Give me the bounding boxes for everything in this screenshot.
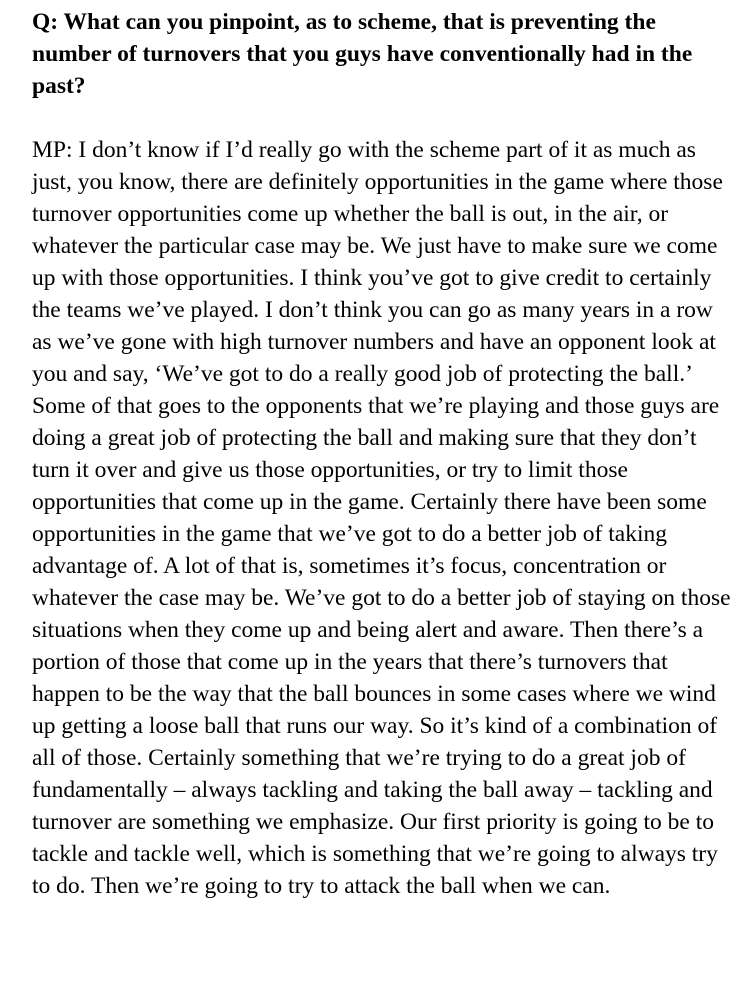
transcript-document (32, 6, 732, 902)
answer-text: MP: I don’t know if I’d really go with the scheme part of it as much as just, you know, there are definitely opportunities in the game where those turnover opportunities come up whether the ball is out, in the air, or whatever the particular case may be. We just have to make sure we come up with those opportunities. I think you’ve got to give credit to certainly the teams we’ve played. I don’t think you can go as many years in a row as we’ve gone with high turnover numbers and have an opponent look at you and say, ‘We’ve got to do a really good job of protecting the ball.’ Some of that goes to the opponents that we’re playing and those guys are doing a great job of protecting the ball and making sure that they don’t turn it over and give us those opportunities, or try to limit those opportunities that come up in the game. Certainly there have been some opportunities in the game that we’ve got to do a better job of taking advantage of. A lot of that is, sometimes it’s focus, concentration or whatever the case may be. We’ve got to do a better job of staying on those situations when they come up and being alert and aware. Then there’s a portion of those that come up in the years that there’s turnovers that happen to be the way that the ball bounces in some cases where we wind up getting a loose ball that runs our way. So it’s kind of a combination of all of those. Certainly something that we’re trying to do a great job of fundamentally – always tackling and taking the ball away – tackling and turnover are something we emphasize. Our first priority is going to be to tackle and tackle well, which is something that we’re going to always try to do. Then we’re going to try to attack the ball when we can. (32, 137, 731, 899)
question-text: Q: What can you pinpoint, as to scheme, that is preventing the number of turnovers that you guys have conventionally had in the past? (32, 9, 693, 99)
